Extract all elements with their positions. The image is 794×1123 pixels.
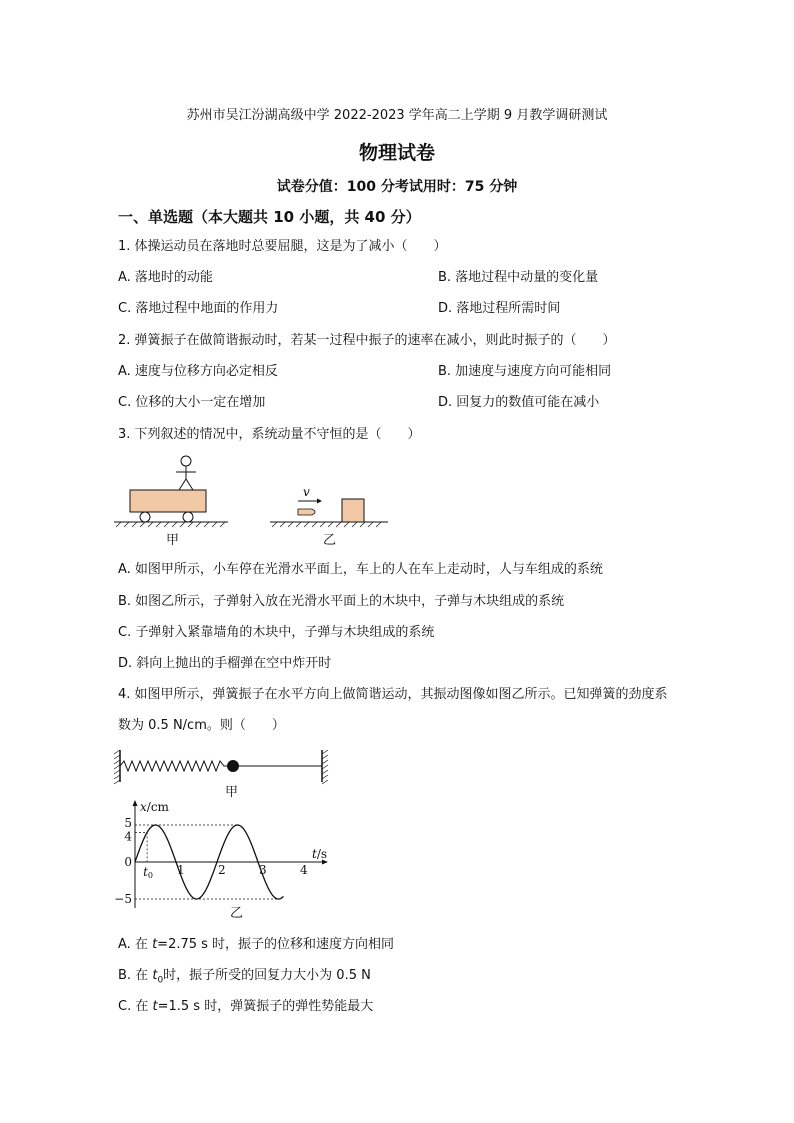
cart-wheel-left — [140, 512, 150, 522]
question-3-option-c: C. 子弹射入紧靠墙角的木块中，子弹与木块组成的系统 — [118, 625, 435, 640]
person-head — [181, 456, 191, 466]
x-axis-label: x/cm — [140, 800, 169, 814]
question-1-option-b: B. 落地过程中动量的变化量 — [438, 270, 599, 285]
figure-3-label-yi: 乙 — [323, 533, 337, 548]
question-2-stem: 2. 弹簧振子在做简谐振动时，若某一过程中振子的速率在减小，则此时振子的（ ） — [118, 333, 616, 348]
x-axis-arrow — [133, 800, 138, 806]
figure-spring-oscillator — [114, 748, 334, 788]
t-axis-label: t/s — [312, 847, 328, 861]
question-3-stem: 3. 下列叙述的情况中，系统动量不守恒的是（ ） — [118, 427, 421, 442]
option-c-prefix: C. 在 — [118, 999, 153, 1014]
question-2-option-c: C. 位移的大小一定在增加 — [118, 395, 266, 410]
question-2-option-a: A. 速度与位移方向必定相反 — [118, 364, 278, 379]
x-tick-label: 4 — [300, 863, 308, 877]
oscillator-ball — [227, 760, 239, 772]
question-3-option-b: B. 如图乙所示，子弹射入放在光滑水平面上的木块中，子弹与木块组成的系统 — [118, 594, 565, 609]
y-tick-label: 4 — [124, 829, 132, 844]
x-tick-label: 3 — [259, 863, 267, 877]
question-3-option-a: A. 如图甲所示，小车停在光滑水平面上，车上的人在车上走动时，人与车组成的系统 — [118, 562, 603, 577]
x-tick-label: 1 — [177, 863, 185, 877]
cart-body — [130, 490, 206, 512]
question-4-option-a — [118, 936, 394, 954]
spring — [120, 761, 228, 771]
question-4-option-c — [118, 998, 373, 1016]
option-a-var: t — [152, 937, 158, 952]
x-tick-label: 2 — [218, 863, 226, 877]
velocity-label: v — [303, 485, 310, 499]
question-1-stem: 1. 体操运动员在落地时总要屈腿，这是为了减小（ ） — [118, 239, 447, 254]
option-b-prefix: B. 在 — [118, 968, 153, 983]
question-1-option-d: D. 落地过程所需时间 — [438, 301, 561, 316]
option-a-prefix: A. 在 — [118, 937, 153, 952]
y-tick-label: −5 — [114, 892, 132, 906]
bullet — [298, 509, 315, 515]
figure-3-label-jia: 甲 — [166, 533, 180, 548]
question-2-option-d: D. 回复力的数值可能在减小 — [438, 395, 600, 410]
question-2-option-b: B. 加速度与速度方向可能相同 — [438, 364, 612, 379]
exam-meta: 试卷分值：100 分考试用时：75 分钟 — [276, 179, 518, 195]
y-tick-label: 0 — [124, 855, 132, 869]
question-1-option-c: C. 落地过程中地面的作用力 — [118, 301, 279, 316]
figure-bullet-block — [268, 482, 392, 532]
cart-wheel-right — [183, 512, 193, 522]
question-4-stem-line-1: 4. 如图甲所示，弹簧振子在水平方向上做简谐运动，其振动图像如图乙所示。已知弹簧的劲度系 — [118, 687, 668, 702]
wooden-block — [342, 499, 364, 522]
option-b-sub: 0 — [157, 975, 164, 986]
figure-4-label-yi: 乙 — [230, 906, 244, 921]
option-b-rest: 时，振子所受的回复力大小为 0.5 N — [163, 968, 371, 983]
option-a-rest: =2.75 s 时，振子的位移和速度方向相同 — [157, 937, 395, 952]
question-3-option-d: D. 斜向上抛出的手榴弹在空中炸开时 — [118, 656, 332, 671]
figure-4-label-jia: 甲 — [225, 785, 239, 800]
option-b-var: t — [152, 968, 158, 983]
question-1-option-a: A. 落地时的动能 — [118, 270, 213, 285]
x-tick-label: t0 — [143, 865, 154, 880]
y-tick-label: 5 — [124, 816, 132, 830]
option-c-var: t — [152, 999, 158, 1014]
option-c-rest: =1.5 s 时，弹簧振子的弹性势能最大 — [157, 999, 374, 1014]
school-line: 苏州市吴江汾湖高级中学 2022-2023 学年高二上学期 9 月教学调研测试 — [186, 108, 608, 123]
page-title: 物理试卷 — [358, 142, 435, 164]
question-4-stem-line-2: 数为 0.5 N/cm。则（ ） — [118, 718, 285, 733]
section-title: 一、单选题（本大题共 10 小题，共 40 分） — [118, 208, 421, 226]
x-t-graph — [112, 798, 337, 908]
question-4-option-b — [118, 967, 371, 990]
